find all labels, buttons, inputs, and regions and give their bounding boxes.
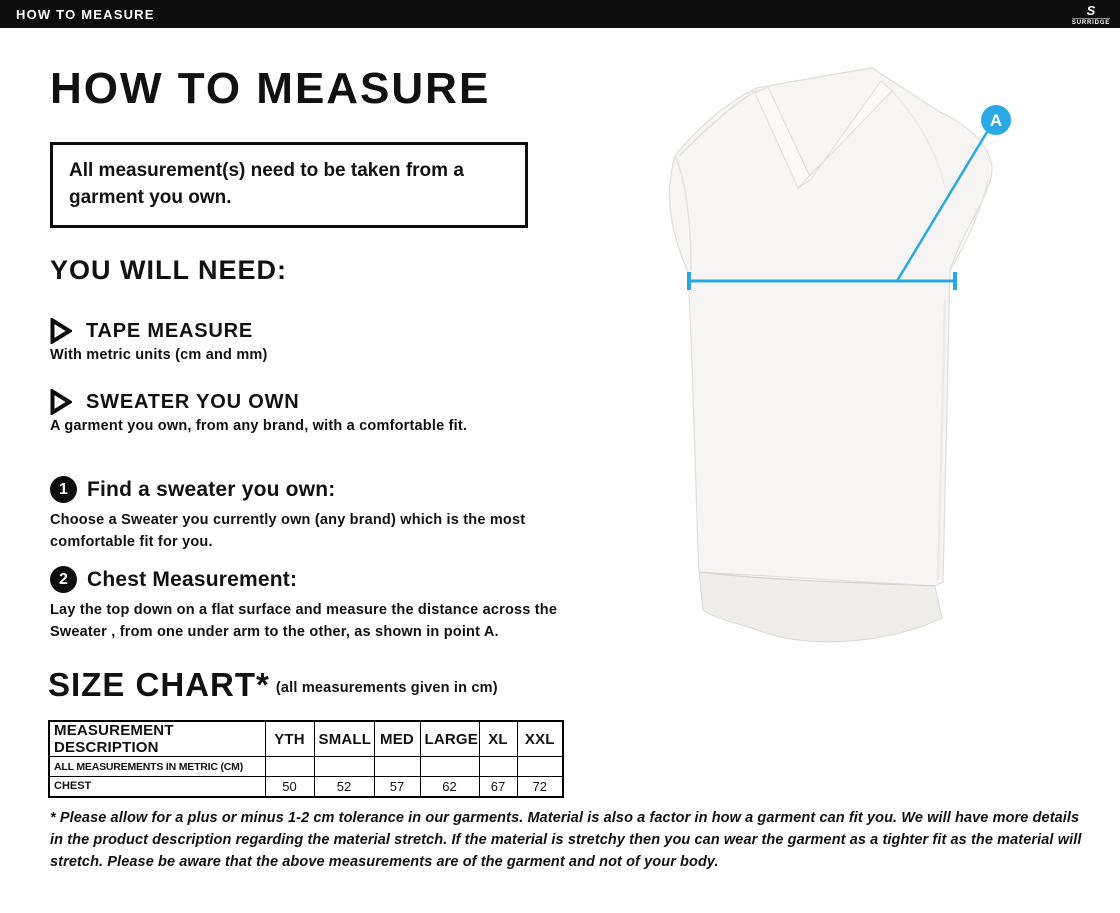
brand-logo — [1072, 4, 1110, 26]
column-header: MED — [374, 721, 420, 757]
table-cell: 50 — [265, 777, 314, 797]
need-item-description: With metric units (cm and mm) — [50, 347, 268, 363]
step-description: Lay the top down on a flat surface and measure the distance across the Sweater , from one under arm to the other, as shown in point A. — [50, 602, 558, 640]
size-chart-title: SIZE CHART* — [48, 666, 270, 703]
need-item-tape-measure — [50, 318, 268, 363]
table-cell — [420, 757, 479, 777]
page-title: HOW TO MEASURE — [50, 64, 491, 113]
step-description: Choose a Sweater you currently own (any brand) which is the most comfortable fit for you. — [50, 512, 526, 550]
brand-name: SURRIDGE — [1071, 20, 1110, 26]
step-number-badge: 2 — [50, 566, 77, 593]
step-title: Find a sweater you own: — [87, 477, 336, 501]
table-cell: 62 — [420, 777, 479, 797]
column-header: MEASUREMENT DESCRIPTION — [49, 721, 265, 757]
point-a-label: A — [989, 111, 1003, 130]
step-1 — [50, 476, 595, 554]
table-row — [49, 757, 563, 777]
table-cell — [374, 757, 420, 777]
row-label: CHEST — [49, 777, 265, 797]
need-item-description: A garment you own, from any brand, with a comfortable fit. — [50, 418, 468, 434]
table-cell: 72 — [517, 777, 563, 797]
step-title: Chest Measurement: — [87, 567, 298, 591]
top-bar-title: HOW TO MEASURE — [16, 6, 155, 22]
tolerance-footnote: * Please allow for a plus or minus 1-2 cm tolerance in our garments. Material is also a factor in how a garment can fit you. We will have more details in the product description regarding the material stretch. If the material is stretchy then you can wear the garment as a tighter fit as the material will stretch. Please be aware that the above measurements are of the garment and not of your body. — [50, 810, 1082, 870]
column-header: XXL — [517, 721, 563, 757]
row-label: ALL MEASUREMENTS IN METRIC (CM) — [49, 757, 265, 777]
step-number-badge: 1 — [50, 476, 77, 503]
sweater-vest-illustration — [645, 60, 1025, 650]
surridge-s-icon: S — [1086, 3, 1096, 18]
size-chart-subtitle: (all measurements given in cm) — [275, 680, 498, 696]
table-header-row — [49, 721, 563, 757]
table-cell — [314, 757, 374, 777]
garment-figure — [645, 60, 1025, 650]
column-header: SMALL — [314, 721, 374, 757]
column-header: LARGE — [420, 721, 479, 757]
table-row — [49, 777, 563, 797]
size-chart-heading — [48, 666, 498, 704]
play-triangle-icon — [50, 318, 72, 344]
table-cell — [265, 757, 314, 777]
table-cell — [479, 757, 517, 777]
need-item-label: SWEATER YOU OWN — [86, 390, 300, 413]
table-cell: 57 — [374, 777, 420, 797]
need-item-label: TAPE MEASURE — [86, 319, 254, 342]
size-chart-table — [48, 720, 564, 798]
step-2 — [50, 566, 595, 644]
table-cell: 52 — [314, 777, 374, 797]
need-item-sweater — [50, 389, 467, 434]
table-cell — [517, 757, 563, 777]
you-will-need-heading: YOU WILL NEED: — [50, 255, 288, 285]
notice-box: All measurement(s) need to be taken from a garment you own. — [50, 142, 528, 228]
play-triangle-icon — [50, 389, 72, 415]
table-cell: 67 — [479, 777, 517, 797]
top-bar — [0, 0, 1120, 28]
column-header: XL — [479, 721, 517, 757]
column-header: YTH — [265, 721, 314, 757]
